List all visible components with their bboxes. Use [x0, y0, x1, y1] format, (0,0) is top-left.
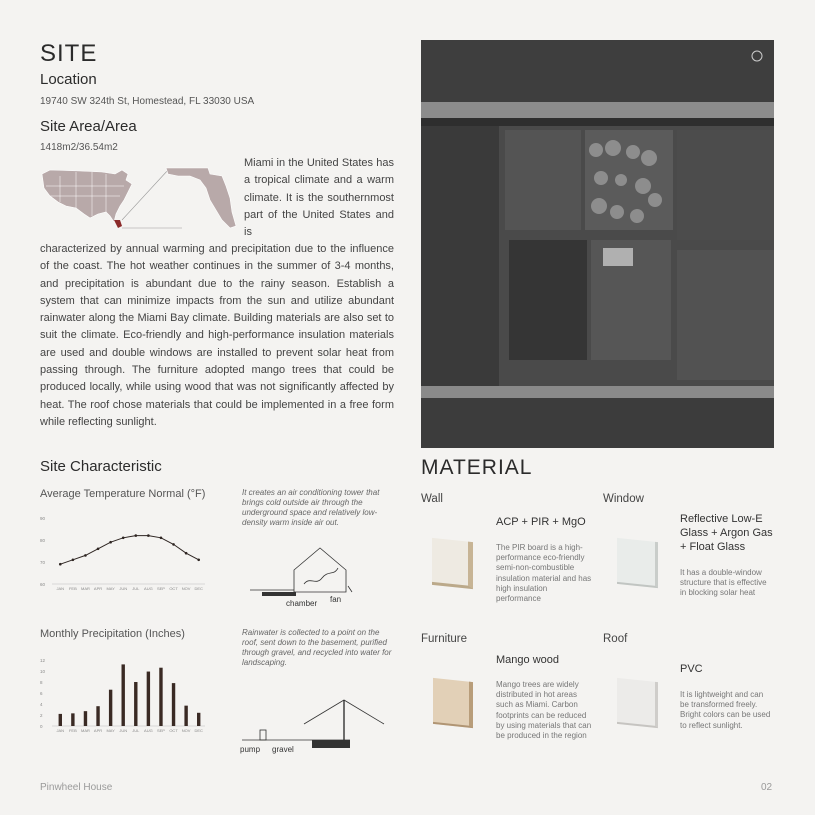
x-tick-label: MAY — [106, 586, 115, 591]
footer-project-name: Pinwheel House — [40, 782, 113, 793]
furniture-material-swatch — [433, 678, 473, 728]
precip-note: Rainwater is collected to a point on the roof, sent down to the basement, purified through gravel, and recycled into water for landscaping. — [242, 628, 392, 667]
site-area-heading: Site Area/Area — [40, 118, 137, 135]
x-tick-label: AUG — [144, 586, 153, 591]
gravel-label: gravel — [272, 745, 294, 754]
site-area-value: 1418m2/36.54m2 — [40, 142, 118, 153]
y-tick-label: 60 — [40, 582, 46, 587]
temperature-point — [147, 534, 150, 537]
x-tick-label: JUN — [119, 586, 128, 591]
aerial-site-photo — [421, 40, 774, 448]
x-tick-label: NOV — [181, 728, 191, 733]
temperature-point — [72, 559, 75, 562]
precipitation-bar — [147, 672, 150, 726]
temperature-point — [122, 537, 125, 540]
y-tick-label: 10 — [40, 669, 46, 674]
pump-label: pump — [240, 745, 261, 754]
window-category: Window — [603, 493, 644, 505]
site-paragraph-main: characterized by annual warming and precipitation due to the influence of the coast. The hot weather continues in the summer of 3-4 months, and precipitation is abundant due to the rainy season. Establish a system that can minimize impacts from the sun and utilize abundant rainwater along the Miami Bay climate. Building materials are also set to suit the climate. Eco-friendly and high-performance insulation materials are used and double windows are installed to prevent solar heat from passing through. The furniture adopted mango trees that could be produced locally, while using wood that was not significantly affected by heat. The roof chose materials that could be implemented in a free form while reflecting sunlight. — [40, 243, 394, 428]
window-material-name: Reflective Low-E Glass + Argon Gas + Float Glass — [680, 513, 773, 553]
temp-chart-label: Average Temperature Normal (°F) — [40, 488, 206, 500]
temperature-point — [59, 563, 62, 566]
temperature-point — [84, 554, 87, 557]
temperature-point — [97, 548, 100, 551]
precipitation-bar — [184, 706, 187, 726]
wall-material-desc: The PIR board is a high-performance eco-friendly semi-non-combustible insulation material and has high insulation performance — [496, 543, 592, 604]
site-paragraph-intro: Miami in the United States has a tropical climate and a warm climate. It is the southernmost part of the United States and is — [244, 157, 394, 239]
site-characteristic-heading: Site Characteristic — [40, 458, 162, 475]
furniture-material-desc: Mango trees are widely distributed in hot areas such as Miami. Carbon footprints can be reduced by using materials that can be produced in the region — [496, 680, 592, 741]
temperature-point — [185, 552, 188, 555]
precipitation-bar — [84, 711, 87, 726]
y-tick-label: 70 — [40, 560, 46, 565]
x-tick-label: APR — [93, 728, 103, 733]
x-tick-label: SEP — [156, 728, 165, 733]
page-title: SITE — [40, 40, 98, 67]
chamber-label: chamber — [286, 599, 318, 608]
florida-small — [114, 220, 122, 228]
x-tick-label: JAN — [56, 586, 65, 591]
x-tick-label: SEP — [156, 586, 165, 591]
wall-material-swatch — [432, 538, 473, 589]
temperature-point — [172, 543, 175, 546]
roof-material-desc: It is lightweight and can be transformed freely. Bright colors can be used to reflect sunlight. — [680, 690, 771, 730]
wall-material-name: ACP + PIR + MgO — [496, 516, 586, 528]
x-tick-label: MAY — [106, 728, 115, 733]
us-florida-map — [40, 162, 240, 232]
precipitation-bar — [96, 706, 99, 726]
roof-material-name: PVC — [680, 663, 703, 675]
x-tick-label: OCT — [169, 728, 178, 733]
x-tick-label: NOV — [181, 586, 191, 591]
y-tick-label: 90 — [40, 516, 46, 521]
precip-chart-label: Monthly Precipitation (Inches) — [40, 628, 185, 640]
temperature-point — [109, 541, 112, 544]
temperature-chart — [40, 512, 210, 594]
x-tick-label: DEC — [194, 586, 203, 591]
x-tick-label: JUN — [119, 728, 128, 733]
precipitation-bar — [172, 683, 175, 726]
precipitation-bar — [197, 713, 200, 726]
precipitation-bar — [71, 713, 74, 726]
y-tick-label: 4 — [40, 702, 43, 707]
address: 19740 SW 324th St, Homestead, FL 33030 USA — [40, 96, 255, 107]
y-tick-label: 80 — [40, 538, 46, 543]
air-tower-diagram — [248, 540, 388, 610]
wall-category: Wall — [421, 493, 443, 505]
x-tick-label: JUL — [132, 728, 140, 733]
temperature-point — [197, 559, 200, 562]
x-tick-label: MAR — [81, 728, 90, 733]
precipitation-chart — [40, 654, 210, 736]
y-tick-label: 2 — [40, 713, 43, 718]
rainwater-diagram — [240, 690, 390, 756]
temperature-line — [60, 536, 198, 565]
y-tick-label: 12 — [40, 658, 46, 663]
precipitation-bar — [159, 668, 162, 726]
x-tick-label: AUG — [144, 728, 153, 733]
precipitation-bar — [134, 682, 137, 726]
furniture-category: Furniture — [421, 633, 468, 645]
x-tick-label: DEC — [194, 728, 203, 733]
y-tick-label: 0 — [40, 724, 43, 729]
fan-label: fan — [330, 595, 342, 604]
temperature-point — [160, 537, 163, 540]
x-tick-label: FEB — [68, 586, 77, 591]
temperature-point — [134, 534, 137, 537]
precipitation-bar — [122, 664, 125, 726]
precipitation-bar — [109, 690, 112, 726]
x-tick-label: MAR — [81, 586, 90, 591]
x-tick-label: JUL — [132, 586, 140, 591]
precipitation-bar — [59, 714, 62, 726]
material-title: MATERIAL — [421, 456, 533, 479]
x-tick-label: OCT — [169, 586, 178, 591]
furniture-material-name: Mango wood — [496, 654, 559, 666]
x-tick-label: APR — [93, 586, 103, 591]
page-number: 02 — [761, 782, 773, 793]
y-tick-label: 6 — [40, 691, 43, 696]
temp-note: It creates an air conditioning tower that brings cold outside air through the underground space and relatively low-density warm inside air out. — [242, 488, 380, 527]
location-heading: Location — [40, 71, 97, 88]
window-material-swatch — [617, 538, 658, 588]
x-tick-label: JAN — [56, 728, 65, 733]
x-tick-label: FEB — [68, 728, 77, 733]
florida-map — [166, 168, 236, 228]
roof-material-swatch — [617, 678, 658, 728]
roof-category: Roof — [603, 633, 628, 645]
y-tick-label: 8 — [40, 680, 43, 685]
window-material-desc: It has a double-window structure that is effective in blocking solar heat — [680, 568, 767, 598]
